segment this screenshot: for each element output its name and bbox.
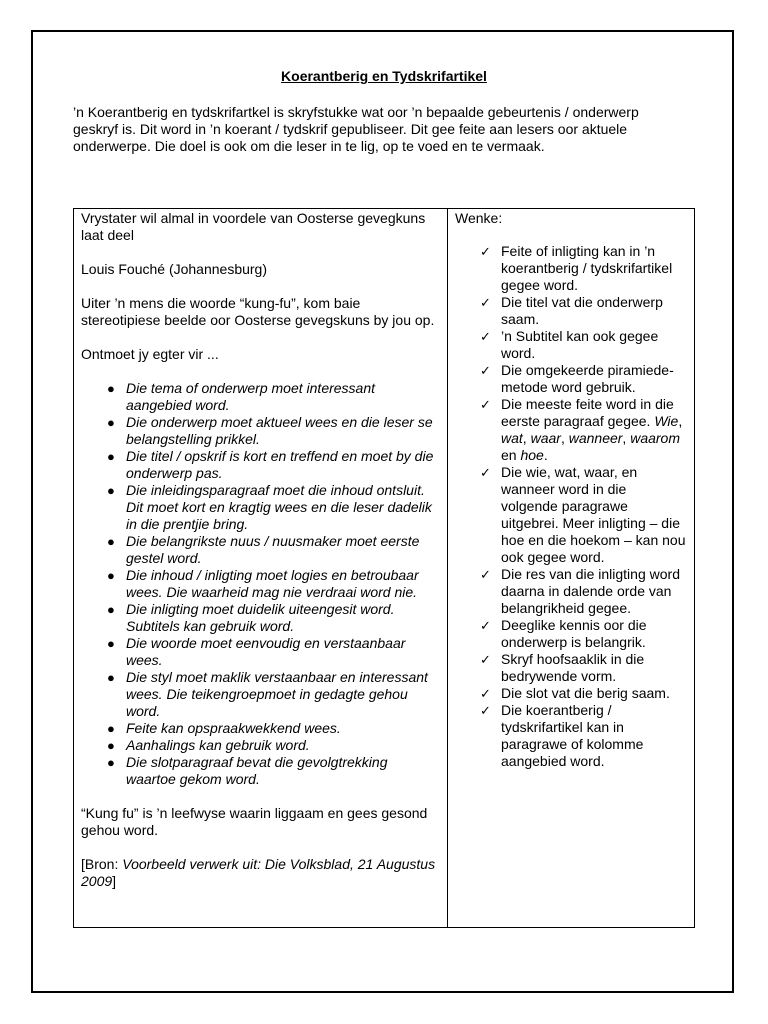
content-table (73, 208, 695, 928)
list-item: ● Aanhalings kan gebruik word. (107, 737, 310, 753)
list-item: ✓ Die koerantberig / tydskrifartikel kan in paragrawe of kolomme aangebied word. (480, 702, 644, 769)
article-example-column (74, 209, 448, 927)
bullet-icon: ● (107, 738, 115, 753)
checkmark-icon: ✓ (480, 363, 491, 378)
bullet-icon: ● (107, 636, 115, 651)
bullet-icon: ● (107, 755, 115, 770)
list-item: ● Die titel / opskrif is kort en treffend en moet by die onderwerp pas. (107, 448, 434, 481)
wenke-column (448, 209, 694, 927)
article-byline: Louis Fouché (Johannesburg) (81, 261, 268, 277)
tips-list (455, 243, 686, 770)
list-item: ✓ Feite of inligting kan in ’n koerantberig / tydskrifartikel gegee word. (480, 243, 673, 293)
list-item: ● Die woorde moet eenvoudig en verstaanbaar wees. (107, 635, 406, 668)
article-closing: “Kung fu” is ’n leefwyse waarin liggaam en gees gesond gehou word. (81, 805, 428, 838)
checkmark-icon: ✓ (480, 618, 491, 633)
list-item: ● Die slotparagraaf bevat die gevolgtrekking waartoe gekom word. (107, 754, 388, 787)
list-item: ✓ Die res van die inligting word daarna in dalende orde van belangrikheid gegee. (480, 566, 680, 616)
bullet-icon: ● (107, 483, 115, 498)
article-prompt: Ontmoet jy egter vir ... (81, 346, 219, 362)
list-item: ● Die styl moet maklik verstaanbaar en interessant wees. Die teikengroepmoet in gedagte gehou word. (107, 669, 428, 719)
list-item: ✓ Deeglike kennis oor die onderwerp is belangrik. (480, 617, 647, 650)
list-item: ✓ Die slot vat die berig saam. (480, 685, 670, 701)
bullet-list (81, 380, 439, 788)
checkmark-icon: ✓ (480, 703, 491, 718)
checkmark-icon: ✓ (480, 465, 491, 480)
bullet-icon: ● (107, 602, 115, 617)
checkmark-icon: ✓ (480, 397, 491, 412)
bullet-icon: ● (107, 568, 115, 583)
bullet-icon: ● (107, 381, 115, 396)
checkmark-icon: ✓ (480, 567, 491, 582)
checkmark-icon: ✓ (480, 329, 491, 344)
article-source: [Bron: Voorbeeld verwerk uit: Die Volksblad, 21 Augustus 2009] (81, 856, 436, 889)
list-item: ● Die belangrikste nuus / nuusmaker moet eerste gestel word. (107, 533, 420, 566)
list-item: ✓ Die titel vat die onderwerp saam. (480, 294, 663, 327)
list-item: ● Die inleidingsparagraaf moet die inhoud ontsluit. Dit moet kort en kragtig wees en die leser dadelik in die prentjie bring. (107, 482, 432, 532)
list-item: ✓ Die meeste feite word in die eerste paragraaf gegee. Wie, wat, waar, wanneer, waarom en hoe. (480, 396, 683, 463)
bullet-icon: ● (107, 670, 115, 685)
article-headline: Vrystater wil almal in voordele van Oosterse gevegkuns laat deel (81, 210, 426, 243)
list-item: ✓ Die wie, wat, waar, en wanneer word in die volgende paragrawe uitgebrei. Meer inligting – die hoe en die hoekom – kan nou ook gegee word. (480, 464, 686, 565)
bullet-icon: ● (107, 449, 115, 464)
intro-paragraph: ’n Koerantberig en tydskrifartkel is skryfstukke wat oor ’n bepaalde gebeurtenis / onderwerp geskryf is. Dit word in ’n koerant / tydskrif gepubliseer. Dit gee feite aan lesers oor aktuele onderwerpe. Die doel is ook om die leser in te lig, op te voed en te vermaak. (73, 104, 639, 154)
page-title: Koerantberig en Tydskrifartikel (281, 68, 487, 84)
bullet-icon: ● (107, 721, 115, 736)
bullet-icon: ● (107, 415, 115, 430)
checkmark-icon: ✓ (480, 295, 491, 310)
list-item: ● Die inhoud / inligting moet logies en betroubaar wees. Die waarheid mag nie verdraai word nie. (107, 567, 419, 600)
bullet-icon: ● (107, 534, 115, 549)
list-item: ● Die inligting moet duidelik uiteengesit word. Subtitels kan gebruik word. (107, 601, 395, 634)
list-item: ✓ Die omgekeerde piramiede-metode word gebruik. (480, 362, 674, 395)
list-item: ● Die onderwerp moet aktueel wees en die leser se belangstelling prikkel. (107, 414, 433, 447)
list-item: ✓ ’n Subtitel kan ook gegee word. (480, 328, 659, 361)
list-item: ✓ Skryf hoofsaaklik in die bedrywende vorm. (480, 651, 645, 684)
checkmark-icon: ✓ (480, 244, 491, 259)
list-item: ● Feite kan opspraakwekkend wees. (107, 720, 341, 736)
list-item: ● Die tema of onderwerp moet interessant aangebied word. (107, 380, 376, 413)
checkmark-icon: ✓ (480, 652, 491, 667)
checkmark-icon: ✓ (480, 686, 491, 701)
article-paragraph: Uiter ’n mens die woorde “kung-fu”, kom baie stereotipiese beelde oor Oosterse gevegskuns by jou op. (81, 295, 435, 328)
wenke-heading: Wenke: (455, 210, 503, 226)
